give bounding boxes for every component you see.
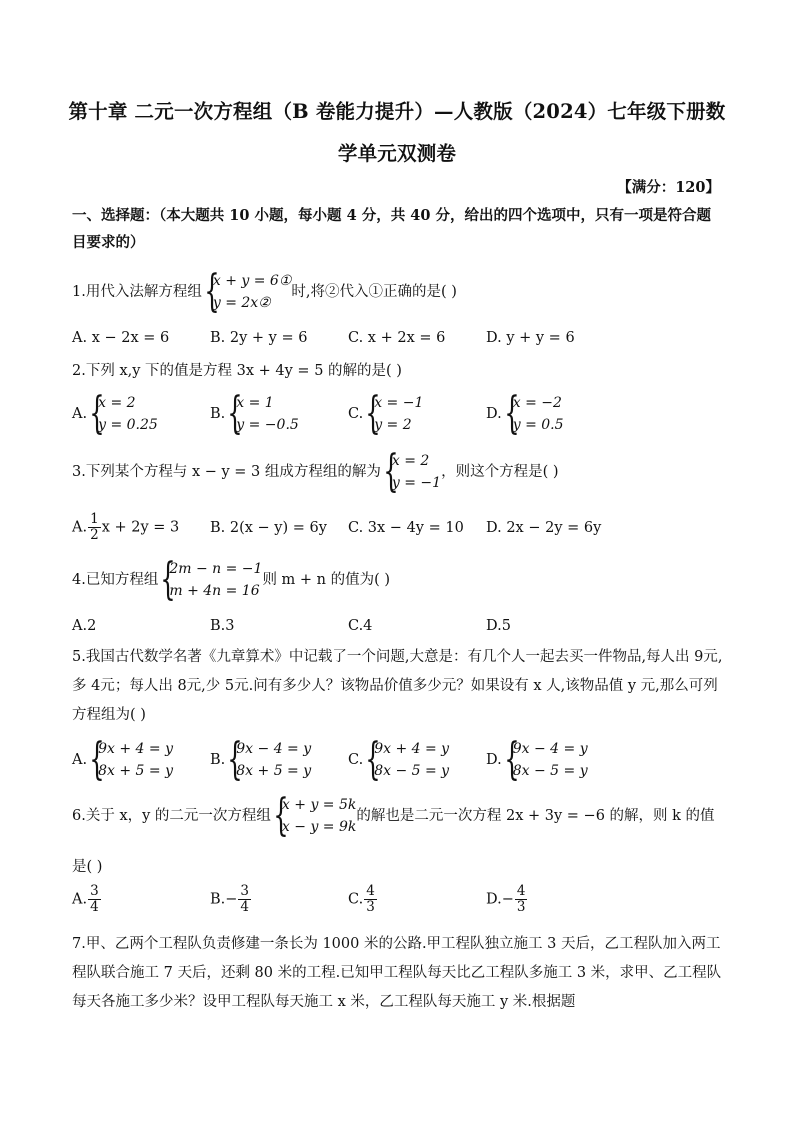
q5-option-a-label: A. xyxy=(72,752,88,768)
q6-option-c-num: 4 xyxy=(366,883,375,899)
q6-option-b-num: 3 xyxy=(240,883,250,899)
q2-option-b-l2: y = −0.5 xyxy=(236,417,299,433)
q3-option-a-rest: x + 2y = 3 xyxy=(101,519,180,536)
q1-option-d[interactable]: D. y + y = 6 xyxy=(486,330,575,346)
q5-option-c-l2: 8x − 5 = y xyxy=(374,763,450,779)
q6-option-a-den: 4 xyxy=(90,899,99,915)
q1-system: { x + y = 6① y = 2x② xyxy=(204,266,292,317)
q6-system: { x + y = 5k x − y = 9k xyxy=(273,790,357,841)
q5-option-c[interactable]: C. { 9x + 4 = y 8x − 5 = y xyxy=(348,734,450,785)
q3-option-a[interactable] xyxy=(72,512,179,543)
q3-option-d[interactable]: D. 2x − 2y = 6y xyxy=(486,520,602,536)
q6-option-c-den: 3 xyxy=(366,899,375,915)
q4-option-b[interactable]: B.3 xyxy=(210,618,235,634)
question-5: 5.我国古代数学名著《九章算术》中记载了一个问题,大意是：有几个人一起去买一件物品,每人出 9元,多 4元；每人出 8元,少 5元.问有多少人？该物品价值多少元？如果设有 x 人,该物品值 y 元,那么可列方程组为( ) xyxy=(72,649,723,723)
q2-option-c-l2: y = 2 xyxy=(374,417,412,433)
q1-stem-b: 时,将②代入①正确的是( ) xyxy=(291,284,457,300)
q2-options xyxy=(72,388,724,440)
full-score: 【满分：120】 xyxy=(617,179,720,196)
q5-option-d-l2: 8x − 5 = y xyxy=(512,763,588,779)
q4-option-d[interactable]: D.5 xyxy=(486,618,511,634)
q6-option-c[interactable] xyxy=(348,884,378,915)
q5-option-b-l1: 9x − 4 = y xyxy=(236,741,312,757)
q2-option-d[interactable]: D. { x = −2 y = 0.5 xyxy=(486,388,564,439)
q6-option-a[interactable] xyxy=(72,884,102,915)
q5-options xyxy=(72,734,724,786)
q1-option-c[interactable]: C. x + 2x = 6 xyxy=(348,330,446,346)
q6-option-d[interactable] xyxy=(486,884,528,915)
q2-option-a-l2: y = 0.25 xyxy=(98,417,158,433)
q4-stem-b: 则 m + n 的值为( ) xyxy=(262,572,391,588)
question-6 xyxy=(72,790,724,841)
q2-option-a-l1: x = 2 xyxy=(98,395,136,411)
question-2: 2.下列 x,y 下的值是方程 3x + 4y = 5 的解的是( ) xyxy=(72,363,402,379)
q5-option-b-l2: 8x + 5 = y xyxy=(236,763,312,779)
q5-option-b-label: B. xyxy=(210,752,226,768)
q5-option-a[interactable]: A. { 9x + 4 = y 8x + 5 = y xyxy=(72,734,173,785)
q1-option-b[interactable]: B. 2y + y = 6 xyxy=(210,330,308,346)
q3-options xyxy=(72,512,724,548)
q6-option-b-den: 4 xyxy=(240,899,250,915)
q4-system: { 2m − n = −1 m + 4n = 16 xyxy=(160,554,263,605)
q2-option-b-label: B. xyxy=(210,406,226,422)
q3-option-b[interactable]: B. 2(x − y) = 6y xyxy=(210,520,327,536)
q2-option-c[interactable]: C. { x = −1 y = 2 xyxy=(348,388,424,439)
q3-option-c[interactable]: C. 3x − 4y = 10 xyxy=(348,520,464,536)
q6-option-b-label: B. xyxy=(210,891,226,908)
section-heading: 一、选择题：（本大题共 10 小题，每小题 4 分，共 40 分，给出的四个选项中，只有一项是符合题目要求的） xyxy=(72,207,711,251)
q3-option-a-label: A. xyxy=(72,519,88,536)
q6-stem-b: 的解也是二元一次方程 2x + 3y = −6 的解，则 k 的值 xyxy=(356,808,715,824)
q5-option-d-label: D. xyxy=(486,752,502,768)
q5-option-a-l2: 8x + 5 = y xyxy=(98,763,173,779)
q2-option-c-l1: x = −1 xyxy=(374,395,424,411)
q2-option-a-label: A. xyxy=(72,406,88,422)
q6-option-a-num: 3 xyxy=(90,883,99,899)
question-4 xyxy=(72,554,724,605)
q4-option-a[interactable]: A.2 xyxy=(72,618,97,634)
q6-option-a-label: A. xyxy=(72,891,88,908)
q3-option-a-fraction xyxy=(88,512,101,543)
q5-option-c-l1: 9x + 4 = y xyxy=(374,741,450,757)
q3-eq1: x = 2 xyxy=(391,453,430,469)
q3-stem-b: ，则这个方程是( ) xyxy=(441,464,559,480)
q6-option-d-sign: − xyxy=(501,891,514,908)
q2-option-d-label: D. xyxy=(486,406,502,422)
q2-option-b[interactable]: B. { x = 1 y = −0.5 xyxy=(210,388,299,439)
q4-stem-a: 4.已知方程组 xyxy=(72,572,159,588)
q6-option-d-label: D. xyxy=(486,891,502,908)
q4-eq2: m + 4n = 16 xyxy=(169,583,260,599)
q1-stem-a: 1.用代入法解方程组 xyxy=(72,284,202,300)
q5-option-b[interactable]: B. { 9x − 4 = y 8x + 5 = y xyxy=(210,734,312,785)
q6-options xyxy=(72,884,724,924)
q4-eq1: 2m − n = −1 xyxy=(169,561,263,577)
q3-eq2: y = −1 xyxy=(391,475,442,491)
q1-eq1: x + y = 6① xyxy=(212,273,292,289)
question-7: 7.甲、乙两个工程队负责修建一条长为 1000 米的公路.甲工程队独立施工 3 天后，乙工程队加入两工程队联合施工 7 天后，还剩 80 米的工程.已知甲工程队每天比乙工程队多施工 3 米，求甲、乙工程队每天各施工多少米？设甲工程队每天施工 x 米，乙工程队每天施工 y 米.根据题 xyxy=(72,936,722,1010)
q2-option-b-l1: x = 1 xyxy=(236,395,274,411)
q5-option-a-l1: 9x + 4 = y xyxy=(98,741,173,757)
q6-option-d-num: 4 xyxy=(516,883,526,899)
q6-option-b[interactable] xyxy=(210,884,252,915)
question-3 xyxy=(72,446,724,497)
q3-option-a-num: 1 xyxy=(90,511,99,527)
q2-option-c-label: C. xyxy=(348,406,364,422)
q2-option-a[interactable]: A. { x = 2 y = 0.25 xyxy=(72,388,158,439)
q6-option-b-sign: − xyxy=(225,891,238,908)
page-title-line-1: 第十章 二元一次方程组（B 卷能力提升）—人教版（2024）七年级下册数 xyxy=(68,100,726,123)
page-title-line-2: 学单元双测卷 xyxy=(337,142,457,165)
q6-stem-a: 6.关于 x，y 的二元一次方程组 xyxy=(72,808,271,824)
q5-option-d[interactable]: D. { 9x − 4 = y 8x − 5 = y xyxy=(486,734,588,785)
q6-option-d-den: 3 xyxy=(516,899,526,915)
q2-option-d-l2: y = 0.5 xyxy=(512,417,564,433)
q4-option-c[interactable]: C.4 xyxy=(348,618,373,634)
q6-eq2: x − y = 9k xyxy=(281,819,357,835)
q5-option-c-label: C. xyxy=(348,752,364,768)
q1-option-a[interactable]: A. x − 2x = 6 xyxy=(72,330,170,346)
question-1 xyxy=(72,266,724,317)
q3-stem-a: 3.下列某个方程与 x − y = 3 组成方程组的解为 xyxy=(72,464,381,480)
q3-option-a-den: 2 xyxy=(90,527,99,543)
question-6-cont: 是( ) xyxy=(72,859,103,875)
q2-option-d-l1: x = −2 xyxy=(512,395,562,411)
q5-option-d-l1: 9x − 4 = y xyxy=(512,741,588,757)
q6-eq1: x + y = 5k xyxy=(281,797,357,813)
q6-option-c-label: C. xyxy=(348,891,364,908)
q1-eq2: y = 2x② xyxy=(212,295,271,311)
q3-system: { x = 2 y = −1 xyxy=(383,446,442,497)
